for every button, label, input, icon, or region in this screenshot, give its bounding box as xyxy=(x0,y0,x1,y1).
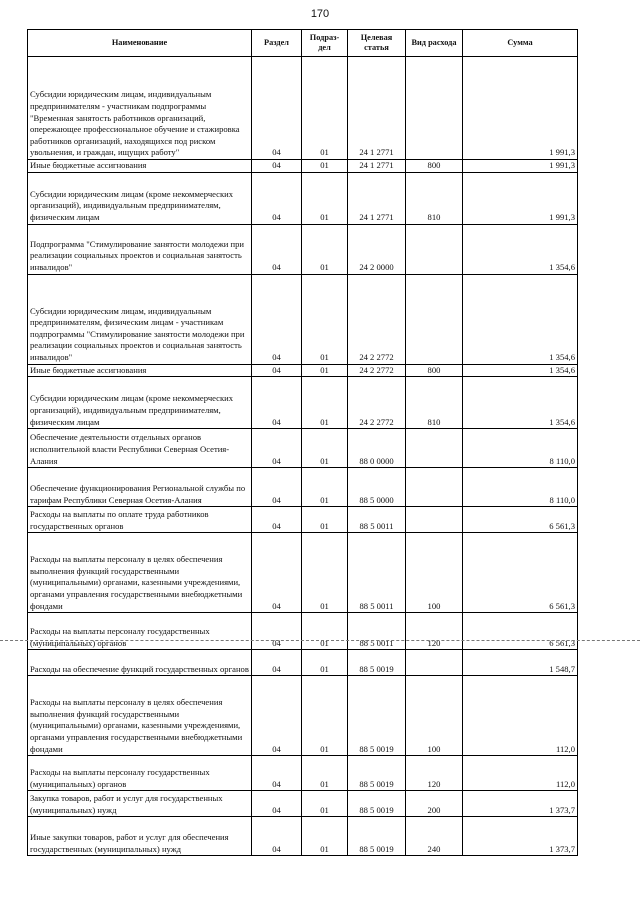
row-section: 04 xyxy=(252,224,302,274)
table-row xyxy=(28,172,578,224)
row-subsection: 01 xyxy=(302,429,348,468)
row-target: 88 5 0011 xyxy=(348,507,406,533)
row-type xyxy=(406,468,463,507)
row-sum: 112,0 xyxy=(463,676,578,756)
table-row xyxy=(28,468,578,507)
row-name: Иные закупки товаров, работ и услуг для обеспечения государственных (муниципальных) нужд xyxy=(28,817,252,856)
row-name: Обеспечение функционирования Региональной службы по тарифам Республики Северная Осетия-Алания xyxy=(28,468,252,507)
row-subsection: 01 xyxy=(302,377,348,429)
row-target: 88 5 0019 xyxy=(348,650,406,676)
table-row xyxy=(28,429,578,468)
row-subsection: 01 xyxy=(302,172,348,224)
row-subsection: 01 xyxy=(302,676,348,756)
row-subsection: 01 xyxy=(302,756,348,791)
row-subsection: 01 xyxy=(302,507,348,533)
row-name: Субсидии юридическим лицам (кроме некоммерческих организаций), индивидуальным предпринимателям, физическим лицам xyxy=(28,377,252,429)
row-sum: 6 561,3 xyxy=(463,507,578,533)
row-sum: 1 354,6 xyxy=(463,274,578,364)
row-section: 04 xyxy=(252,377,302,429)
table-row xyxy=(28,676,578,756)
row-target: 88 5 0019 xyxy=(348,676,406,756)
table-row xyxy=(28,817,578,856)
row-type xyxy=(406,57,463,160)
row-name: Субсидии юридическим лицам (кроме некоммерческих организаций), индивидуальным предпринимателям, физическим лицам xyxy=(28,172,252,224)
row-target: 24 2 2772 xyxy=(348,377,406,429)
row-type xyxy=(406,274,463,364)
row-type: 240 xyxy=(406,817,463,856)
row-name: Расходы на выплаты персоналу государственных (муниципальных) органов xyxy=(28,613,252,650)
row-name: Расходы на выплаты персоналу государственных (муниципальных) органов xyxy=(28,756,252,791)
row-target: 88 5 0019 xyxy=(348,791,406,817)
row-section: 04 xyxy=(252,507,302,533)
row-name: Расходы на обеспечение функций государственных органов xyxy=(28,650,252,676)
row-target: 88 5 0011 xyxy=(348,533,406,613)
row-section: 04 xyxy=(252,791,302,817)
table-row xyxy=(28,57,578,160)
row-target: 88 0 0000 xyxy=(348,429,406,468)
table-row xyxy=(28,791,578,817)
row-subsection: 01 xyxy=(302,468,348,507)
row-name: Расходы на выплаты персоналу в целях обеспечения выполнения функций государственными (муниципальными) органами, казенными учреждениями, органами управления государственными внебюджетными фондами xyxy=(28,676,252,756)
row-name: Подпрограмма "Стимулирование занятости молодежи при реализации социальных проектов и социальная занятость инвалидов" xyxy=(28,224,252,274)
row-section: 04 xyxy=(252,468,302,507)
row-section: 04 xyxy=(252,533,302,613)
table-row xyxy=(28,377,578,429)
row-type: 100 xyxy=(406,676,463,756)
table-row xyxy=(28,507,578,533)
budget-table xyxy=(27,29,578,856)
row-target: 88 5 0000 xyxy=(348,468,406,507)
row-target: 24 1 2771 xyxy=(348,57,406,160)
row-name: Иные бюджетные ассигнования xyxy=(28,160,252,173)
row-sum: 1 373,7 xyxy=(463,791,578,817)
row-section: 04 xyxy=(252,57,302,160)
table-row xyxy=(28,224,578,274)
row-section: 04 xyxy=(252,650,302,676)
row-subsection: 01 xyxy=(302,613,348,650)
header-row xyxy=(28,30,578,57)
row-sum: 1 354,6 xyxy=(463,364,578,377)
row-type xyxy=(406,650,463,676)
header-target: Целевая статья xyxy=(348,30,406,57)
row-subsection: 01 xyxy=(302,160,348,173)
row-name: Субсидии юридическим лицам, индивидуальным предпринимателям - участникам подпрограммы "Временная занятость работников организаций, опережающее профессиональное обучение и стажировка работников организаций, находящихся под риском увольнения, и граждан, ищущих работу" xyxy=(28,57,252,160)
table-row xyxy=(28,756,578,791)
row-sum: 6 561,3 xyxy=(463,533,578,613)
row-subsection: 01 xyxy=(302,274,348,364)
row-section: 04 xyxy=(252,160,302,173)
row-section: 04 xyxy=(252,274,302,364)
header-sum: Сумма xyxy=(463,30,578,57)
table-row xyxy=(28,274,578,364)
header-type: Вид расхода xyxy=(406,30,463,57)
row-sum: 1 991,3 xyxy=(463,172,578,224)
row-type: 800 xyxy=(406,364,463,377)
table-row xyxy=(28,650,578,676)
header-subsection: Подраз-дел xyxy=(302,30,348,57)
header-section: Раздел xyxy=(252,30,302,57)
row-type xyxy=(406,429,463,468)
row-sum: 1 548,7 xyxy=(463,650,578,676)
row-sum: 1 354,6 xyxy=(463,224,578,274)
row-section: 04 xyxy=(252,429,302,468)
row-section: 04 xyxy=(252,613,302,650)
table-row xyxy=(28,364,578,377)
row-type xyxy=(406,224,463,274)
row-sum: 112,0 xyxy=(463,756,578,791)
row-name: Обеспечение деятельности отдельных органов исполнительной власти Республики Северная Осетия-Алания xyxy=(28,429,252,468)
page-number: 170 xyxy=(310,8,330,20)
table-row xyxy=(28,160,578,173)
row-sum: 1 991,3 xyxy=(463,57,578,160)
row-name: Расходы на выплаты по оплате труда работников государственных органов xyxy=(28,507,252,533)
row-sum: 1 354,6 xyxy=(463,377,578,429)
row-type: 810 xyxy=(406,172,463,224)
row-type xyxy=(406,507,463,533)
row-section: 04 xyxy=(252,172,302,224)
row-type: 800 xyxy=(406,160,463,173)
row-sum: 6 561,3 xyxy=(463,613,578,650)
row-subsection: 01 xyxy=(302,791,348,817)
row-target: 24 1 2771 xyxy=(348,160,406,173)
row-type: 100 xyxy=(406,533,463,613)
row-sum: 8 110,0 xyxy=(463,429,578,468)
row-sum: 1 373,7 xyxy=(463,817,578,856)
row-section: 04 xyxy=(252,756,302,791)
table-row xyxy=(28,613,578,650)
row-type: 120 xyxy=(406,613,463,650)
row-subsection: 01 xyxy=(302,533,348,613)
row-subsection: 01 xyxy=(302,57,348,160)
row-name: Субсидии юридическим лицам, индивидуальным предпринимателям, физическим лицам - участникам подпрограммы "Стимулирование занятости молодежи при реализации социальных проектов и социальная занятость инвалидов" xyxy=(28,274,252,364)
row-type: 200 xyxy=(406,791,463,817)
row-target: 24 2 2772 xyxy=(348,274,406,364)
row-section: 04 xyxy=(252,817,302,856)
row-name: Иные бюджетные ассигнования xyxy=(28,364,252,377)
row-target: 24 2 2772 xyxy=(348,364,406,377)
table-row xyxy=(28,533,578,613)
row-name: Закупка товаров, работ и услуг для государственных (муниципальных) нужд xyxy=(28,791,252,817)
row-type: 120 xyxy=(406,756,463,791)
row-name: Расходы на выплаты персоналу в целях обеспечения выполнения функций государственными (муниципальными) органами, казенными учреждениями, органами управления государственными внебюджетными фондами xyxy=(28,533,252,613)
scan-dashed-line xyxy=(0,640,640,641)
row-target: 88 5 0019 xyxy=(348,756,406,791)
row-target: 88 5 0011 xyxy=(348,613,406,650)
row-target: 88 5 0019 xyxy=(348,817,406,856)
row-subsection: 01 xyxy=(302,817,348,856)
header-name: Наименование xyxy=(28,30,252,57)
row-target: 24 1 2771 xyxy=(348,172,406,224)
row-section: 04 xyxy=(252,364,302,377)
row-section: 04 xyxy=(252,676,302,756)
row-type: 810 xyxy=(406,377,463,429)
row-target: 24 2 0000 xyxy=(348,224,406,274)
row-sum: 8 110,0 xyxy=(463,468,578,507)
row-subsection: 01 xyxy=(302,224,348,274)
row-subsection: 01 xyxy=(302,650,348,676)
row-subsection: 01 xyxy=(302,364,348,377)
row-sum: 1 991,3 xyxy=(463,160,578,173)
